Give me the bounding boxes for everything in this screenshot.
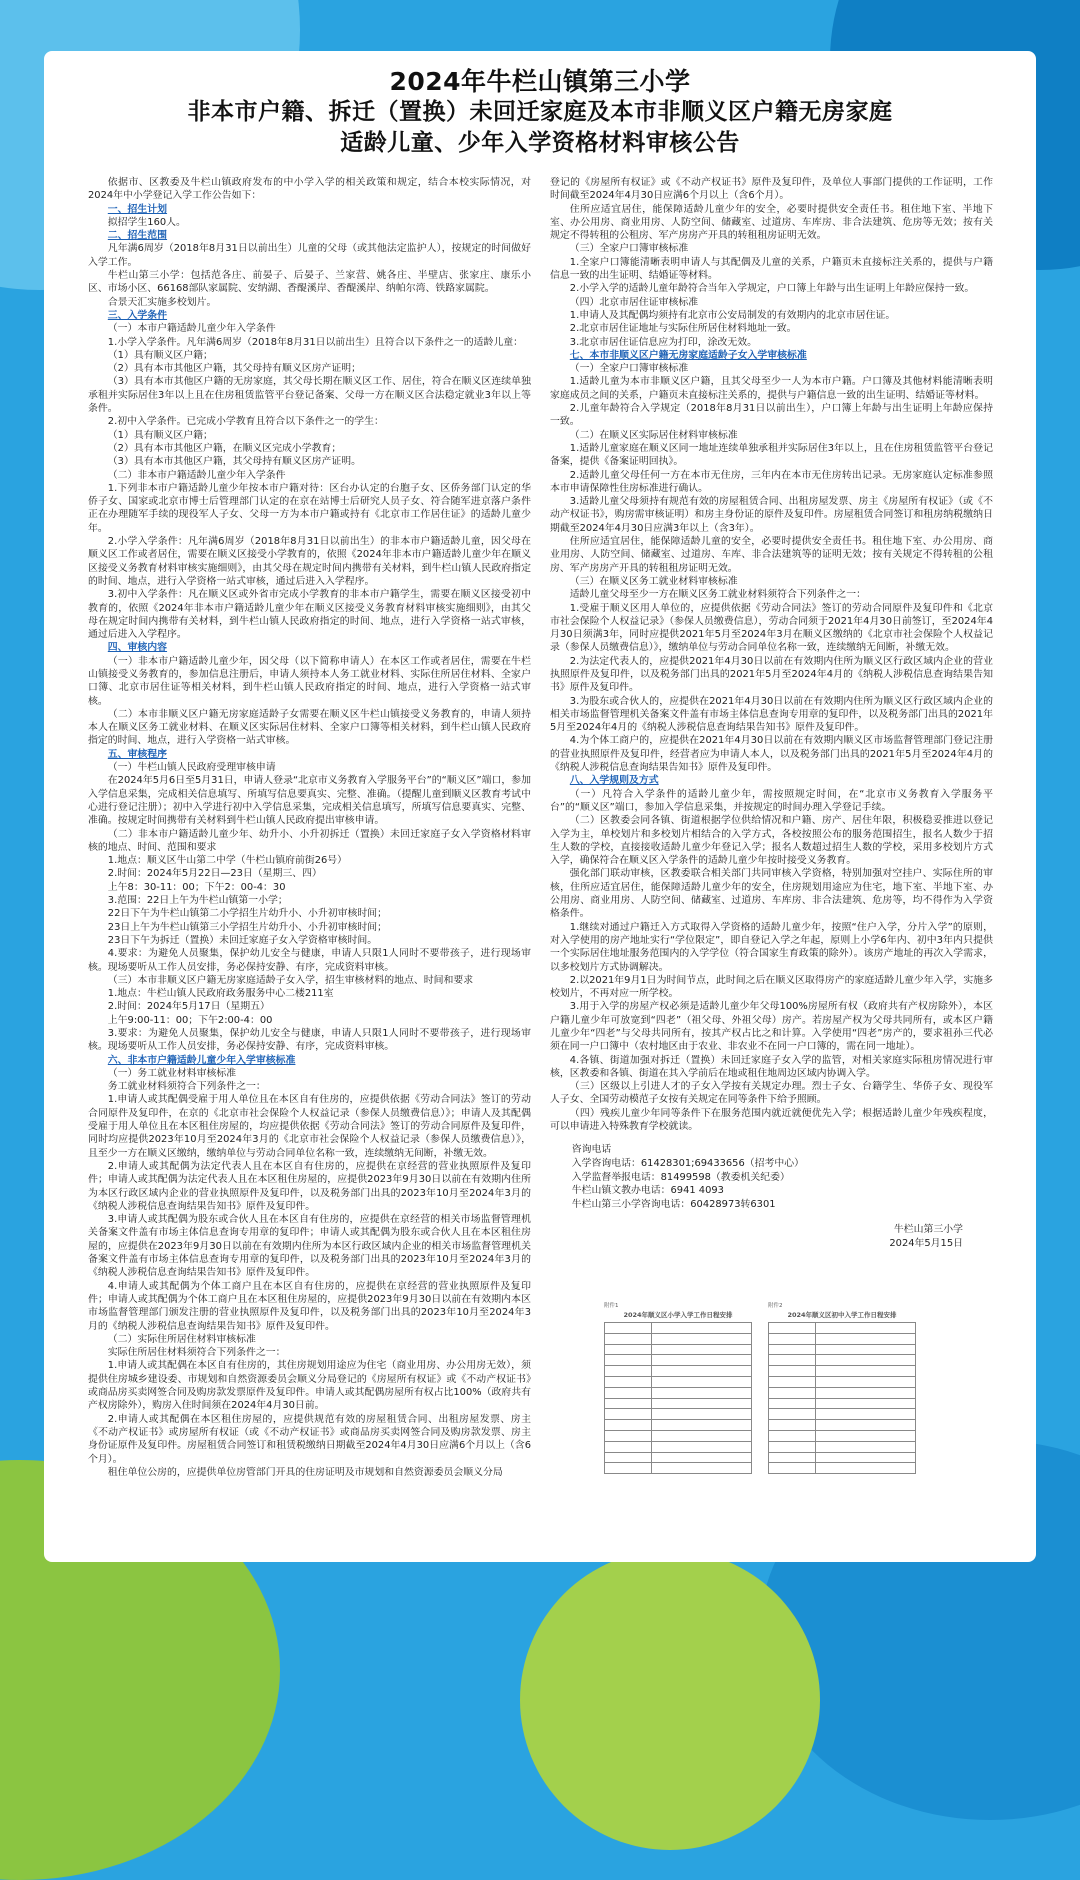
annex-2-table	[768, 1301, 916, 1489]
paragraph: （二）在顺义区实际居住材料审核标准	[569, 429, 738, 441]
annex-cell	[605, 1420, 652, 1431]
title-line-1: 2024年牛栏山镇第三小学	[389, 67, 691, 96]
annex-cell	[816, 1355, 916, 1366]
annex-cell	[605, 1387, 652, 1398]
annex-cell	[652, 1398, 752, 1409]
annex-cell	[769, 1344, 816, 1355]
paragraph: 3.要求：为避免人员聚集，保护幼儿安全与健康，申请人只限1人同时不要带孩子，进行现场审核。现场要听从工作人员安排，务必保持安静、有序，完成资料审核。	[88, 1028, 531, 1053]
paragraph: （四）北京市居住证审核标准	[569, 296, 699, 308]
paragraph: 租住单位公房的，应提供单位房管部门开具的住房证明及市规划和自然资源委员会顺义分局	[107, 1466, 503, 1478]
paragraph: 2.初中入学条件。已完成小学教育且符合以下条件之一的学生：	[107, 416, 384, 428]
annex-cell	[816, 1441, 916, 1452]
annex-cell	[816, 1463, 916, 1474]
paragraph: （三）本市非顺义区户籍无房家庭适龄子女入学，招生审核材料的地点、时间和要求	[107, 974, 474, 986]
paragraph: 依据市、区教委及牛栏山镇政府发布的中小学入学的相关政策和规定，结合本校实际情况，对2024年中小学登记入学工作公告如下：	[88, 177, 531, 202]
signature-block	[550, 1223, 993, 1250]
signature-org: 牛栏山第三小学	[893, 1224, 963, 1236]
paragraph: 登记的《房屋所有权证》或《不动产权证书》原件及复印件，及单位人事部门提供的工作证明，工作时间截至2024年4月30日应满6个月以上（含6个月）。	[550, 177, 993, 202]
annex-cell	[769, 1355, 816, 1366]
paragraph: 1.小学入学条件。凡年满6周岁（2018年8月31日以前出生）且符合以下条件之一的适龄儿童：	[107, 336, 523, 348]
notice-body	[88, 176, 994, 1478]
annex-cell	[816, 1430, 916, 1441]
paragraph: 2.申请人或其配偶在本区租住房屋的，应提供规范有效的房屋租赁合同、出租房屋发票、房主《不动产权证书》或房屋所有权证（或《不动产权证书》或商品房买卖网签合同及购房款发票、房主身份证原件及复印件。房屋租赁合同签订和租赁税缴纳日期截至2024年4月30日应满6个月以上（含6个月）。	[88, 1413, 531, 1465]
paragraph: 1.申请人或其配偶受雇于用人单位且在本区自有住房的，应提供依据《劳动合同法》签订的劳动合同原件及复印件，在京的《北京市社会保险个人权益记录（参保人员缴费信息）》；申请人及其配偶受雇于用人单位且在本区租住房屋的，均应提供依据《劳动合同法》签订的劳动合同原件及复印件，同时均应提供2023年10月至2024年3月的《北京市社会保险个人权益记录（参保人员缴费信息）》，且至少一方在顺义区缴纳，缴纳单位与劳动合同单位名称一致，连续缴纳无间断，补缴无效。	[88, 1094, 531, 1159]
contact-block	[550, 1143, 993, 1211]
annex-cell	[769, 1398, 816, 1409]
signature-date: 2024年5月15日	[889, 1237, 963, 1249]
paragraph: （二）实际住所居住材料审核标准	[107, 1333, 256, 1345]
paragraph: （一）本市户籍适龄儿童少年入学条件	[107, 323, 276, 335]
paragraph: 3.初中入学条件：凡在顺义区或外省市完成小学教育的非本市户籍学生，需要在顺义区接受初中教育的，依照《2024年非本市户籍适龄儿童少年在顺义区接受义务教育材料审核实施细则》，由其父母在规定时间内携带有关材料，到牛栏山镇人民政府指定的时间、地点，进行入学资格一站式审核，通过后进入入学程序。	[88, 589, 531, 641]
paragraph: 2.儿童年龄符合入学规定（2018年8月31日以前出生），户口簿上年龄与出生证明上年龄应保持一致。	[550, 403, 993, 428]
paragraph: （1）具有顺义区户籍；	[107, 429, 213, 441]
paragraph: 适龄儿童父母至少一方在顺义区务工就业材料须符合下列条件之一：	[569, 589, 867, 601]
paragraph: （三）在顺义区务工就业材料审核标准	[569, 575, 738, 587]
title-line-2: 非本市户籍、拆迁（置换）未回迁家庭及本市非顺义区户籍无房家庭	[187, 99, 893, 125]
contact-line: 牛栏山镇文教办电话：6941 4093	[571, 1185, 724, 1197]
annex-cell	[816, 1420, 916, 1431]
contact-line: 入学咨询电话：61428301;69433656（招考中心）	[571, 1157, 804, 1169]
paragraph: （一）非本市户籍适龄儿童少年，因父母（以下简称申请人）在本区工作或者居住，需要在牛栏山镇接受义务教育的，参加信息注册后，申请人须持本人务工就业材料、实际住所居住材料、全家户口簿、北京市居住证等相关材料，到牛栏山镇人民政府指定的时间、地点，进行入学资格一站式审核。	[88, 655, 531, 707]
paragraph: 上午9:00-11：00；下午2:00-4：00	[107, 1014, 273, 1026]
paragraph: 2.适龄儿童父母任何一方在本市无住房，三年内在本市无住房转出记录。无房家庭认定标准参照本市申请保障性住房标准进行确认。	[550, 469, 993, 494]
paragraph: 合景天汇实施多校划片。	[107, 296, 217, 308]
annex-cell	[605, 1333, 652, 1344]
paragraph: 实际住所居住材料须符合下列条件之一：	[107, 1347, 286, 1359]
paragraph: 4.申请人或其配偶为个体工商户且在本区自有住房的，应提供在京经营的营业执照原件及复印件；申请人或其配偶为个体工商户且在本区租住房屋的，应提供2023年9月30日以前在有效期内本区市场监督管理部门颁发注册的营业执照原件及复印件，以及税务部门出具的2023年10月至2024年3月的《纳税人涉税信息查询结果告知书》原件及复印件。	[88, 1280, 531, 1332]
annex-cell	[605, 1366, 652, 1377]
paragraph: 2.时间：2024年5月22日—23日（星期三、四）	[107, 868, 322, 880]
paragraph: （二）非本市户籍适龄儿童少年入学条件	[107, 469, 286, 481]
paragraph: 3.用于入学的房屋产权必须是适龄儿童少年父母100%房屋所有权（政府共有产权房除外），本区户籍儿童少年可放宽到“四老”（祖父母、外祖父母）房产。若房屋产权为父母共同所有，或本区户籍儿童少年“四老”与父母共同所有，按其产权占比之和计算。入学使用“四老”房产的，要求祖孙三代必须在同一户口簿中（农村地区由于农业、非农业不在同一户口簿的，需在同一地址）。	[550, 1001, 993, 1053]
contact-heading: 咨询电话	[571, 1144, 612, 1156]
paragraph: 1.地点：牛栏山镇人民政府政务服务中心二楼211室	[107, 988, 334, 1000]
paragraph: 在2024年5月6日至5月31日，申请人登录“北京市义务教育入学服务平台”的“顺义区”端口，参加入学信息采集，完成相关信息填写、所填写信息要真实、完整、准确。（提醒儿童到顺义区教育考试中心进行登记注册）；初中入学进行初中入学信息采集，完成相关信息填写，所填写信息要真实、完整、准确。按规定时间携带有关材料到牛栏山镇人民政府提出审核申请。	[88, 775, 531, 827]
annex-cell	[816, 1333, 916, 1344]
annex-cell	[652, 1420, 752, 1431]
annex-cell	[652, 1355, 752, 1366]
paragraph: （3）具有本市其他区户籍的无房家庭，其父母长期在顺义区工作、居住，符合在顺义区连续单独承租并实际居住3年以上且在住房租赁监管平台登记备案、父母一方在顺义区合法稳定就业3年以上等条件。	[88, 376, 531, 415]
annex-cell	[605, 1452, 652, 1463]
contact-line: 入学监督举报电话：81499598（教委机关纪委）	[571, 1171, 790, 1183]
paragraph: 2.小学入学条件：凡年满6周岁（2018年8月31日以前出生）的非本市户籍适龄儿童，因父母在顺义区工作或者居住，需要在顺义区接受小学教育的，依照《2024年非本市户籍适龄儿童少年在顺义区接受义务教育材料审核实施细则》，由其父母在规定时间内携带有关材料，到牛栏山镇人民政府指定的时间、地点，进行入学资格一站式审核，通过后进入入学程序。	[88, 536, 531, 587]
annex-cell	[816, 1344, 916, 1355]
annex-cell	[652, 1344, 752, 1355]
annex-cell	[769, 1333, 816, 1344]
paragraph: （一）凡符合入学条件的适龄儿童少年，需按照规定时间，在“北京市义务教育入学服务平台”的“顺义区”端口，参加入学信息采集，并按规定的时间办理入学登记手续。	[550, 788, 993, 813]
notice-title	[44, 66, 1036, 159]
annex-schedule-grid	[768, 1322, 916, 1474]
annex-cell	[769, 1376, 816, 1387]
annex-label: 附件2	[768, 1303, 783, 1309]
annex-cell	[605, 1376, 652, 1387]
notice-paper	[44, 51, 1036, 1562]
annex-cell	[605, 1441, 652, 1452]
annex-cell	[605, 1355, 652, 1366]
annex-cell	[605, 1430, 652, 1441]
paragraph: 23日下午为拆迁（置换）未回迁家庭子女入学资格审核时间。	[107, 934, 378, 946]
paragraph: 1.适龄儿童家庭在顺义区同一地址连续单独承租并实际居住3年以上，且在住房租赁监管平台登记备案，提供《备案证明回执》。	[550, 442, 993, 468]
annex-cell	[652, 1333, 752, 1344]
paragraph: （1）具有顺义区户籍；	[107, 349, 213, 361]
annex-label: 附件1	[604, 1303, 619, 1309]
annex-cell	[769, 1441, 816, 1452]
bg-shape-bottom-green	[520, 1550, 820, 1850]
annex-1-table	[604, 1301, 752, 1489]
annex-cell	[652, 1376, 752, 1387]
annex-cell	[816, 1398, 916, 1409]
paragraph: 住所应适宜居住，能保障适龄儿童的安全，必要时提供安全责任书。租住地下室、办公用房、商业用房、人防空间、储藏室、过道房、车库、非合法建筑等的证明无效；按有关规定不得转租的公租房、军产房房产开具的转租租房证明无效。	[550, 536, 993, 574]
paragraph: 22日下午为牛栏山镇第二小学招生片幼升小、小升初审核时间；	[107, 908, 387, 920]
annex-cell	[769, 1430, 816, 1441]
annex-cell	[605, 1463, 652, 1474]
right-column	[550, 176, 993, 1133]
paragraph: 1.地点：顺义区牛山第二中学（牛栏山镇府前街26号）	[107, 855, 348, 867]
annex-schedule-grid	[604, 1322, 752, 1474]
annex-cell	[816, 1387, 916, 1398]
annex-cell	[769, 1463, 816, 1474]
annex-cell	[769, 1409, 816, 1420]
paragraph: 3.范围：22日上午为牛栏山镇第一小学；	[107, 895, 288, 907]
annex-cell	[816, 1366, 916, 1377]
left-column	[88, 176, 531, 1479]
paragraph: 4.各镇、街道加强对拆迁（置换）未回迁家庭子女入学的监管，对相关家庭实际租房情况进行审核，区教委和各镇、街道在其入学前后在地或租住地周边区域内协调入学。	[550, 1054, 993, 1079]
paragraph: 3.申请人或其配偶为股东或合伙人且在本区自有住房的，应提供在京经营的相关市场监督管理机关备案文件盖有市场主体信息查询专用章的复印件；申请人或其配偶为股东或合伙人且在本区租住房屋的，应提供在2023年9月30日以前在有效期内住所为本区行政区域内企业的相关市场监督管理机关备案文件盖有市场主体信息查询专用章的复印件，以及税务部门出具的2023年10月至2024年3月的《纳税人涉税信息查询结果告知书》原件及复印件。	[88, 1214, 531, 1279]
paragraph: 1.申请人及其配偶均须持有北京市公安局制发的有效期内的北京市居住证。	[569, 309, 896, 321]
paragraph: （2）具有本市其他区户籍，其父母持有顺义区房产证明；	[107, 363, 361, 375]
paragraph: （2）具有本市其他区户籍，在顺义区完成小学教育；	[107, 442, 342, 454]
annex-cell	[652, 1452, 752, 1463]
section-heading: 四、审核内容	[107, 642, 168, 654]
paragraph: 3.为股东或合伙人的，应提供在2021年4月30日以前在有效期内住所为顺义区行政区域内企业的相关市场监督管理机关备案文件盖有市场主体信息查询专用章的复印件，以及税务部门出具的2021年5月至2024年4月的《纳税人涉税信息查询结果告知书》原件及复印件。	[550, 695, 993, 734]
section-heading: 三、入学条件	[107, 309, 168, 321]
paragraph: （二）区教委会同各镇、街道根据学位供给情况和户籍、房产、居住年限，积极稳妥推进以登记入学为主，单校划片和多校划片相结合的入学方式，各校按照公布的服务范围招生，报名人数少于招生人数的学校，直接接收适龄儿童少年登记入学；报名人数超过招生人数的学校，采用多校划片方式入学，确保符合在顺义区入学条件的适龄儿童少年按时接受义务教育。	[550, 815, 993, 867]
annex-cell	[816, 1409, 916, 1420]
paragraph: 1.下列非本市户籍适龄儿童少年按本市户籍对待：区台办认定的台胞子女、区侨务部门认定的华侨子女、国家或北京市博士后管理部门认定的在京在站博士后研究人员子女、符合随军进京落户条件正在办理随军手续的现役军人子女、父母一方为本市户籍或持有《北京市工作居住证》的适龄儿童少年。	[88, 482, 531, 534]
paragraph: 4.要求：为避免人员聚集，保护幼儿安全与健康，申请人只限1人同时不要带孩子，进行现场审核。现场要听从工作人员安排，务必保持安静、有序，完成资料审核。	[88, 948, 531, 973]
annex-cell	[652, 1409, 752, 1420]
paragraph: 上午8：30-11：00；下午2：00-4：30	[107, 881, 286, 893]
paragraph: （二）非本市户籍适龄儿童少年、幼升小、小升初拆迁（置换）未回迁家庭子女入学资格材料审核的地点、时间、范围和要求	[88, 828, 531, 853]
paragraph: 1.适龄儿童为本市非顺义区户籍，且其父母至少一人为本市户籍。户口簿及其他材料能清晰表明家庭成员之间的关系，户籍页未直接标注关系的，提供与户籍信息一致的出生证明、结婚证等材料。	[550, 376, 993, 401]
paragraph: 务工就业材料须符合下列条件之一：	[107, 1081, 266, 1093]
section-heading: 七、本市非顺义区户籍无房家庭适龄子女入学审核标准	[569, 349, 807, 361]
annex-cell	[652, 1430, 752, 1441]
annex-cell	[605, 1398, 652, 1409]
paragraph: 23日上午为牛栏山镇第三小学招生片幼升小、小升初审核时间；	[107, 921, 387, 933]
annex-cell	[816, 1452, 916, 1463]
paragraph: 2.时间：2024年5月17日（星期五）	[107, 1001, 270, 1013]
annex-cell	[652, 1441, 752, 1452]
paragraph: 4.为个体工商户的，应提供在2021年4月30日以前在有效期内顺义区市场监督管理部门登记注册的营业执照原件及复印件，经营者应为申请人本人，以及税务部门出具的2021年5月至2024年4月的《纳税人涉税信息查询结果告知书》原件及复印件。	[550, 735, 993, 774]
annex-cell	[652, 1387, 752, 1398]
paragraph: 2.小学入学的适龄儿童年龄符合当年入学规定，户口簿上年龄与出生证明上年龄应保持一致。	[569, 283, 975, 295]
annex-cell	[816, 1323, 916, 1334]
annex-cell	[769, 1452, 816, 1463]
section-heading: 二、招生范围	[107, 230, 168, 242]
paragraph: 凡年满6周岁（2018年8月31日以前出生）儿童的父母（或其他法定监护人），按规定的时间做好入学工作。	[88, 243, 531, 268]
contact-line: 牛栏山第三小学咨询电话：60428973转6301	[571, 1198, 776, 1210]
annex-cell	[652, 1323, 752, 1334]
paragraph: 2.北京市居住证地址与实际住所居住材料地址一致。	[569, 323, 797, 335]
section-heading: 五、审核程序	[107, 748, 168, 760]
annex-cell	[605, 1409, 652, 1420]
paragraph: （三）区级以上引进人才的子女入学按有关规定办理。烈士子女、台籍学生、华侨子女、现役军人子女、全国劳动模范子女按有关规定在同等条件下给予照顾。	[550, 1081, 993, 1106]
annex-title: 2024年顺义区初中入学工作日程安排	[787, 1311, 897, 1319]
paragraph: （四）残疾儿童少年同等条件下在服务范围内就近就便优先入学；根据适龄儿童少年残疾程度，可以申请进入特殊教育学校就读。	[550, 1107, 993, 1133]
annex-cell	[769, 1323, 816, 1334]
section-heading: 六、非本市户籍适龄儿童少年入学审核标准	[107, 1054, 296, 1066]
annex-cell	[605, 1344, 652, 1355]
paragraph: （3）具有本市其他区户籍，其父母持有顺义区房产证明。	[107, 456, 361, 468]
annex-title: 2024年顺义区小学入学工作日程安排	[623, 1311, 733, 1319]
paragraph: 拟招学生160人。	[107, 216, 186, 228]
annex-cell	[605, 1323, 652, 1334]
paragraph: 2.申请人或其配偶为法定代表人且在本区自有住房的，应提供在京经营的营业执照原件及复印件；申请人或其配偶为法定代表人且在本区租住房屋的，应提供2023年9月30日以前在有效期内住所为本区行政区域内企业的营业执照原件及复印件，以及税务部门出具的2023年10月至2024年3月的《纳税人涉税信息查询结果告知书》原件及复印件。	[88, 1160, 531, 1212]
annex-cell	[769, 1366, 816, 1377]
paragraph: 2.为法定代表人的，应提供2021年4月30日以前在有效期内住所为顺义区行政区域内企业的营业执照原件及复印件，以及税务部门出具的2021年5月至2024年4月的《纳税人涉税信息查询结果告知书》原件及复印件。	[550, 655, 993, 694]
paragraph: 1.申请人或其配偶在本区自有住房的，其住房规划用途应为住宅（商业用房、办公用房无效），须提供住房城乡建设委、市规划和自然资源委员会顺义分局登记的《房屋所有权证》或《不动产权证书》或商品房买卖网签合同及购房款发票原件及复印件。申请人或其配偶房屋所有权占比100%（政府共有产权房除外），购房入住时间须在2024年4月30日前。	[88, 1360, 531, 1412]
paragraph: 强化部门联动审核，区教委联合相关部门共同审核入学资格，特别加强对空挂户、实际住所的审核，住所应适宜居住，能保障适龄儿童少年的安全，住房规划用途应为住宅，地下室、半地下室、办公用房、商业用房、人防空间、储藏室、过道房、车库房、非合法建筑、危房等，均不得作为入学资格条件。	[550, 868, 993, 920]
annex-cell	[816, 1376, 916, 1387]
paragraph: （一）务工就业材料审核标准	[107, 1067, 237, 1079]
annex-cell	[769, 1420, 816, 1431]
paragraph: 牛栏山第三小学：包括范各庄、前晏子、后晏子、兰家营、姚各庄、半壁店、张家庄、康乐小区、市场小区、66168部队家属院、安纳湖、香醍溪岸、香醍溪岸、纳帕尔湾、铁路家属院。	[88, 270, 531, 295]
paragraph: 1.受雇于顺义区用人单位的，应提供依据《劳动合同法》签订的劳动合同原件及复印件和《北京市社会保险个人权益记录》（参保人员缴费信息），劳动合同须于2021年4月30日前签订，至2024年4月30日须满3年，同时应提供2021年5月至2024年3月在顺义区缴纳的《北京市社会保险个人权益记录（参保人员缴费信息）》，缴纳单位与劳动合同单位名称一致，连续缴纳无间断，补缴无效。	[550, 602, 993, 654]
annex-cell	[652, 1366, 752, 1377]
paragraph: 3.适龄儿童父母须持有规范有效的房屋租赁合同、出租房屋发票、房主《房屋所有权证》（或《不动产权证书》，购房需审核证明）和房主身份证的原件及复印件。房屋租赁合同签订和租房纳税缴纳日期截至2024年4月30日应满3年以上（含3年）。	[550, 496, 993, 534]
paragraph: （二）本市非顺义区户籍无房家庭适龄子女需要在顺义区牛栏山镇接受义务教育的，申请人须持本人在顺义区务工就业材料、在顺义区实际居住材料、全家户口簿等相关材料，到牛栏山镇人民政府指定的时间、地点，进行入学资格一站式审核。	[88, 708, 531, 747]
right-column-wrap	[550, 176, 993, 1250]
paragraph: 1.全家户口簿能清晰表明申请人与其配偶及儿童的关系，户籍页未直接标注关系的，提供与户籍信息一致的出生证明、结婚证等材料。	[550, 256, 993, 282]
annex-cell	[652, 1463, 752, 1474]
paragraph: （一）牛栏山镇人民政府受理审核申请	[107, 762, 276, 774]
title-line-3: 适龄儿童、少年入学资格材料审核公告	[340, 130, 740, 156]
paragraph: 住所应适宜居住，能保障适龄儿童少年的安全，必要时提供安全责任书。租住地下室、半地下室、办公用房、商业用房、人防空间、储藏室、过道房、车库房、非合法建筑、危房等无效；按有关规定不得转租的公租房、军产房房产开具的转租租房证明无效。	[550, 203, 993, 242]
section-heading: 一、招生计划	[107, 203, 168, 215]
paragraph: 2.以2021年9月1日为时间节点，此时间之后在顺义区取得房产的家庭适龄儿童少年入学，实施多校划片，不再对应一所学校。	[550, 974, 993, 1000]
section-heading: 八、入学规则及方式	[569, 775, 659, 787]
paragraph: （一）全家户口簿审核标准	[569, 363, 689, 375]
paragraph: 3.北京市居住证信息应为打印，涂改无效。	[569, 336, 757, 348]
annex-cell	[769, 1387, 816, 1398]
paragraph: 1.继续对通过户籍迁入方式取得入学资格的适龄儿童少年，按照“住户入学，分片入学”的原则，对入学使用的房产地址实行“学位限定”，即自登记入学之年起，原则上小学6年内、初中3年内只提供一个实际居住地址服务范围内的入学学位（符合国家生育政策的除外）。该房产地址的再次入学需求，以多校划片方式协调解决。	[550, 921, 993, 973]
paragraph: （三）全家户口簿审核标准	[569, 243, 689, 255]
